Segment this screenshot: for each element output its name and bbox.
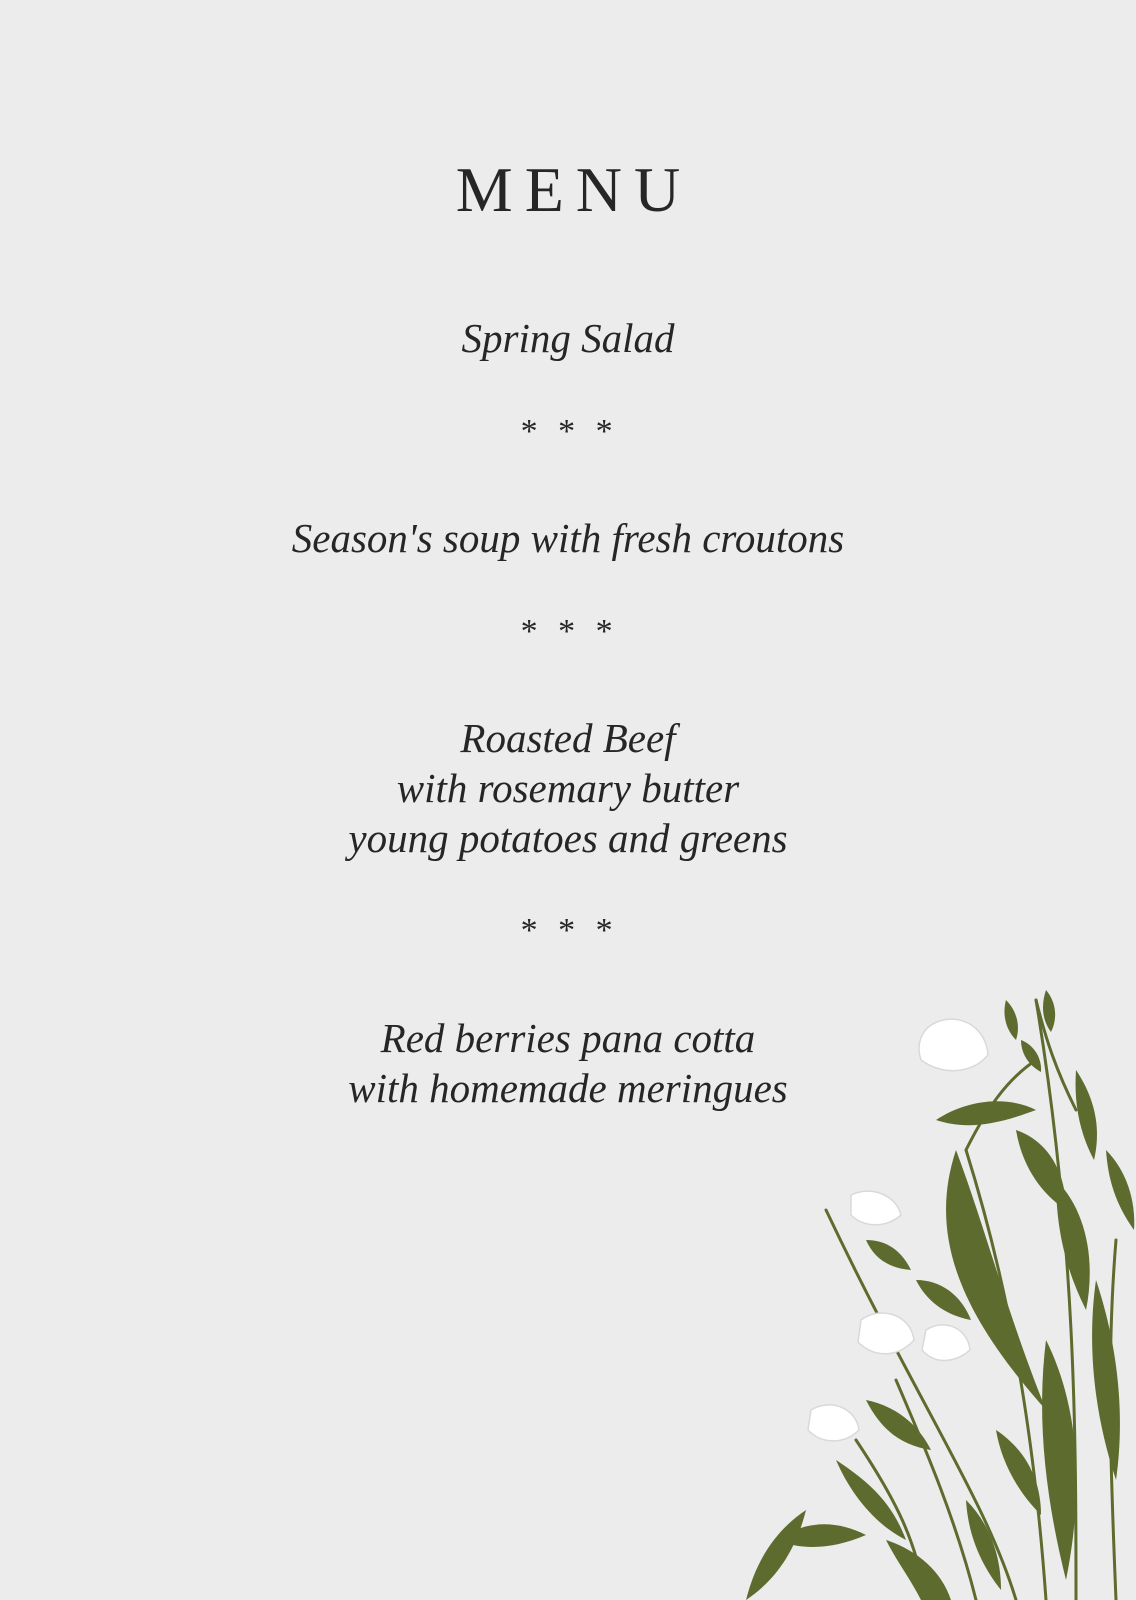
course-line: with homemade meringues	[348, 1065, 788, 1111]
course-main	[0, 713, 1136, 863]
course-line: with rosemary butter	[396, 765, 740, 811]
course-line: Spring Salad	[461, 315, 675, 361]
course-soup	[0, 513, 1136, 563]
course-line: Season's soup with fresh croutons	[291, 515, 845, 561]
course-line: Red berries pana cotta	[380, 1015, 756, 1061]
separator: * * *	[519, 912, 617, 949]
separator: * * *	[519, 413, 617, 450]
botanical-flowers-icon	[716, 980, 1136, 1600]
course-starter	[0, 313, 1136, 363]
course-line: young potatoes and greens	[348, 815, 788, 861]
course-line: Roasted Beef	[460, 715, 676, 761]
menu-title: MENU	[455, 154, 693, 225]
separator: * * *	[519, 613, 617, 650]
